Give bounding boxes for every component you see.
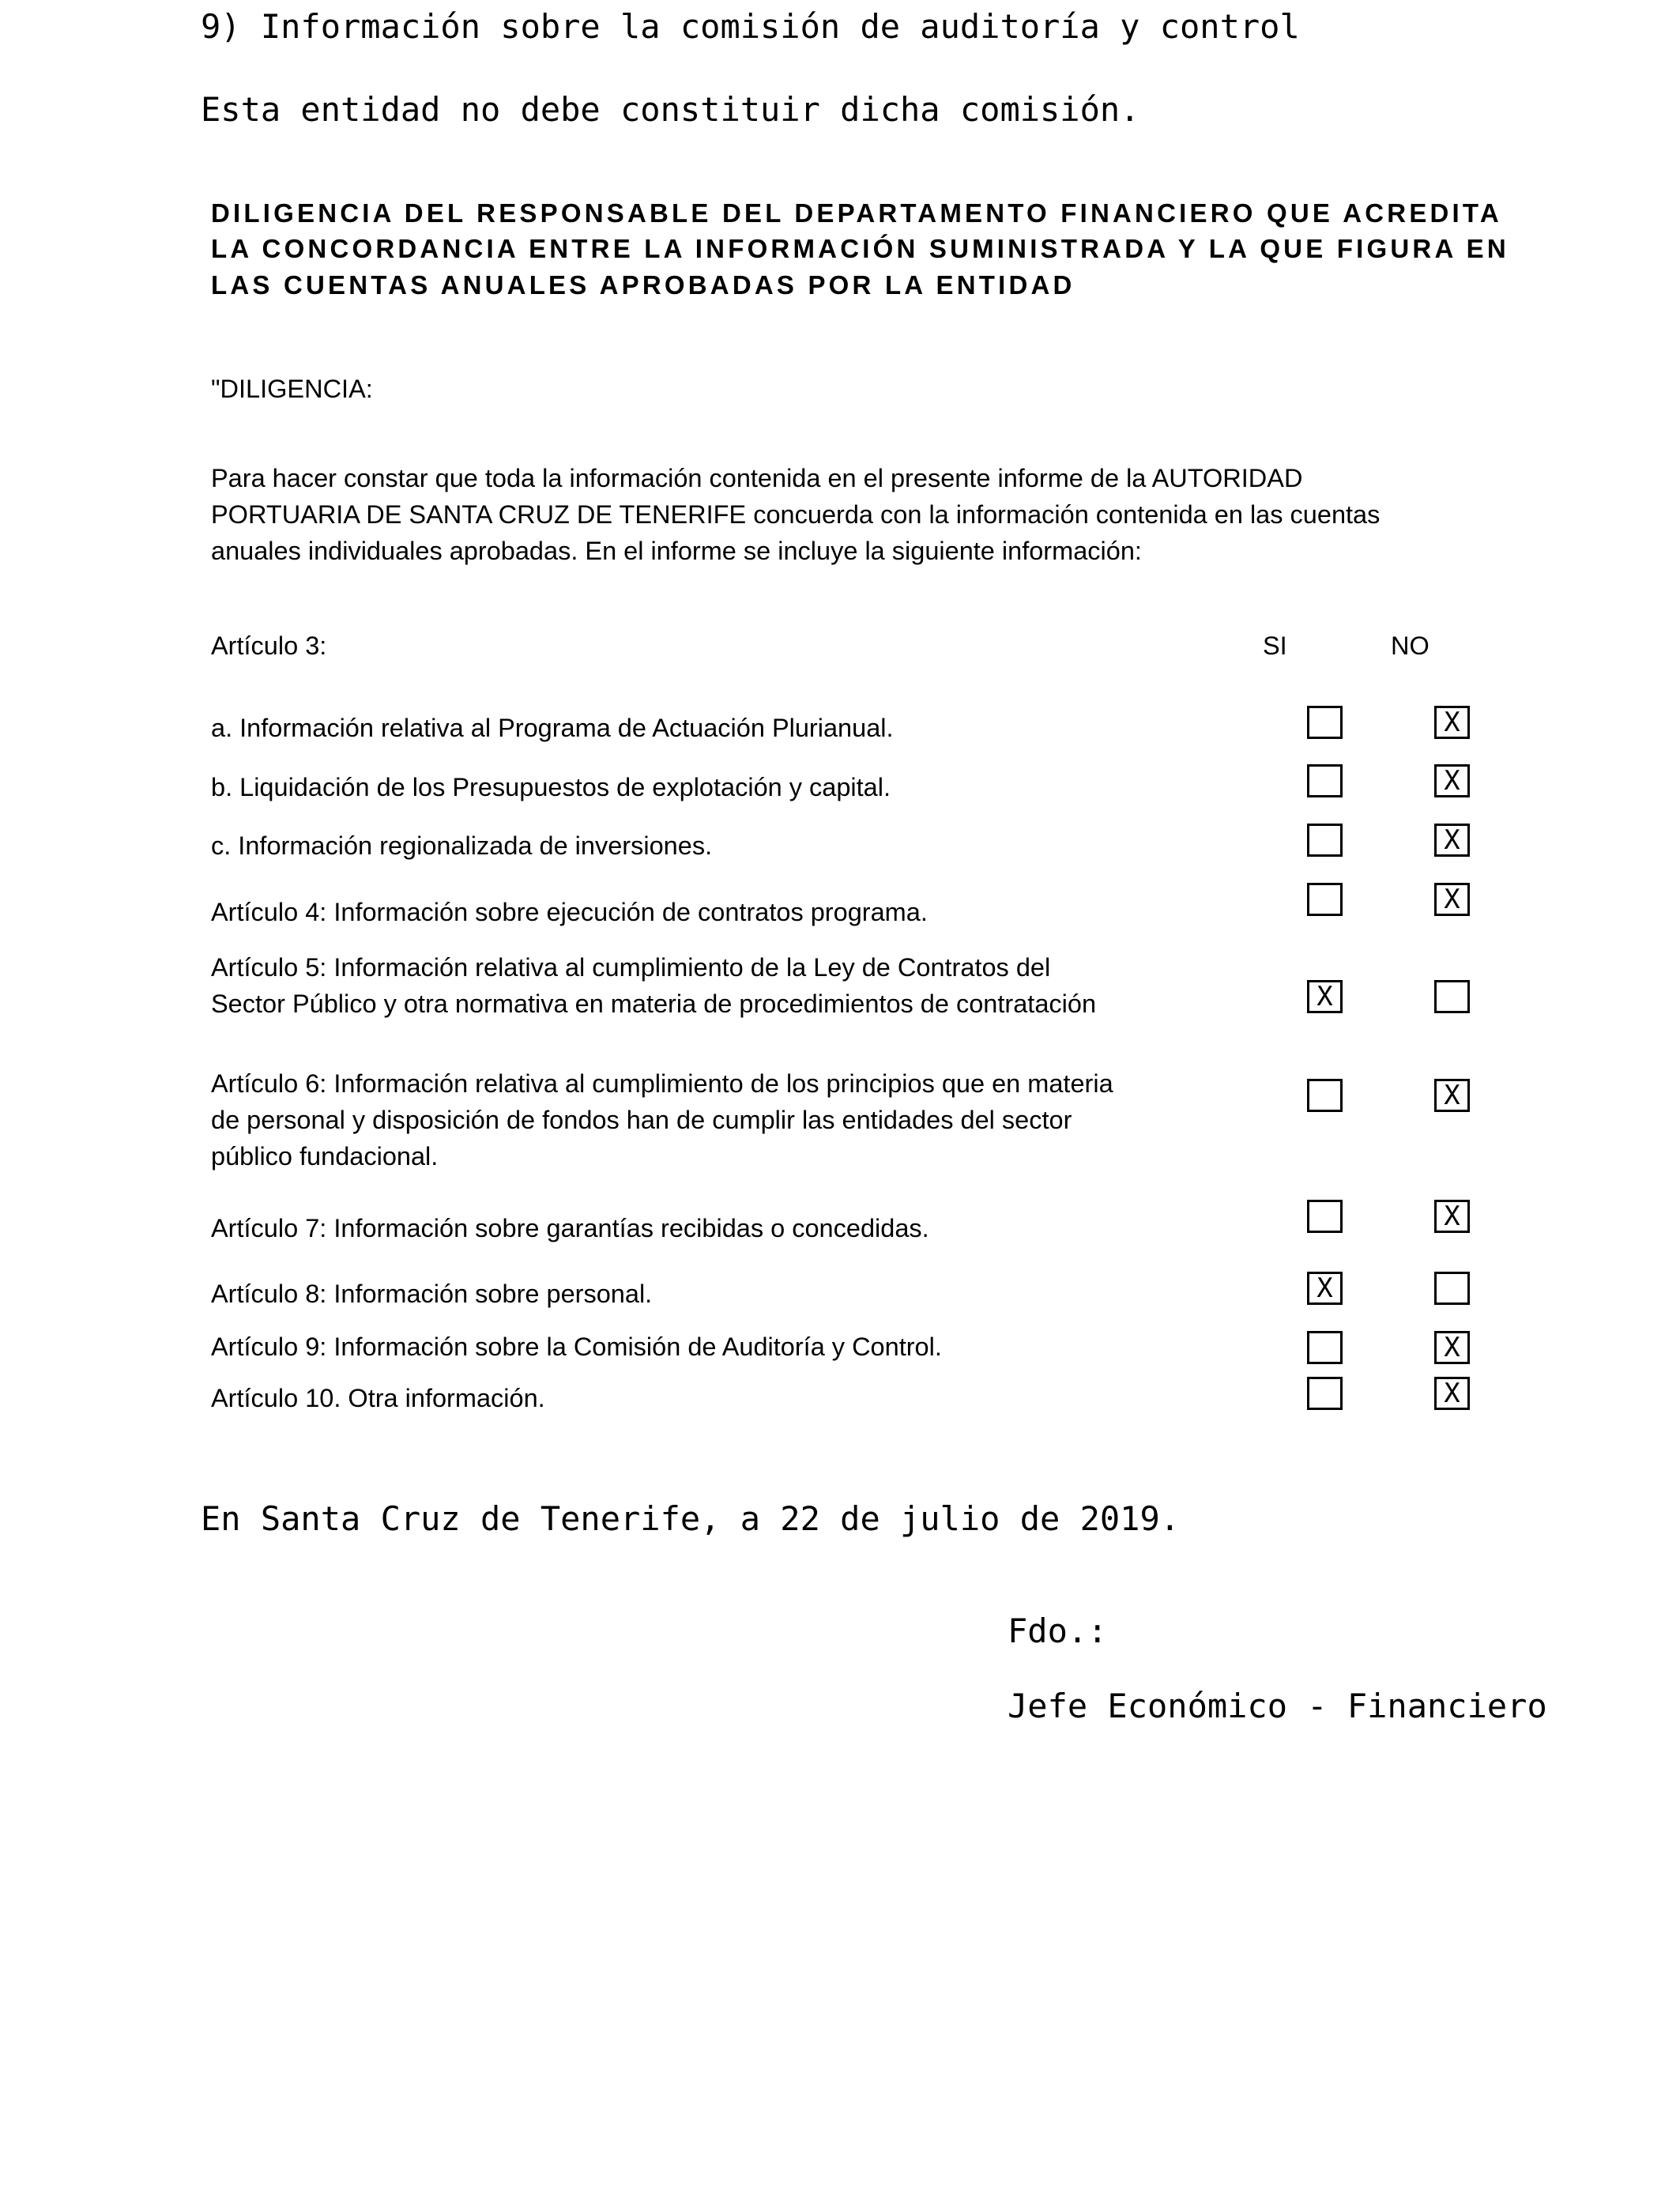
row-text-art5: Artículo 5: Información relativa al cumplimiento de la Ley de Contratos del Sector Público y otra normativa en materia de procedimientos de contratación: [211, 953, 1097, 1018]
row-c-si-checkbox[interactable]: [1307, 824, 1343, 857]
paragraph-line-2: PORTUARIA DE SANTA CRUZ DE TENERIFE concuerda con la información contenida en las cuentas: [211, 500, 1381, 529]
paragraph-line-3: anuales individuales aprobadas. En el informe se incluye la siguiente información:: [211, 537, 1142, 565]
row-art9-no-checkbox[interactable]: [1434, 1331, 1470, 1364]
row-art7-si-checkbox[interactable]: [1307, 1200, 1343, 1233]
row-text-b: b. Liquidación de los Presupuestos de explotación y capital.: [211, 773, 891, 801]
table-header-si: SI: [1263, 631, 1287, 660]
row-text-art6: Artículo 6: Información relativa al cumplimiento de los principios que en materia de personal y disposición de fondos han de cumplir las entidades del sector público fundacional.: [211, 1069, 1113, 1171]
row-b-si-checkbox[interactable]: [1307, 764, 1343, 797]
checkbox-mark: X: [1444, 884, 1460, 915]
row-text-a: a. Información relativa al Programa de Actuación Plurianual.: [211, 714, 894, 742]
row-art4-si-checkbox[interactable]: [1307, 883, 1343, 916]
diligencia-heading-line-1: DILIGENCIA DEL RESPONSABLE DEL DEPARTAMENTO FINANCIERO QUE ACREDITA: [211, 198, 1502, 228]
checkbox-mark: X: [1444, 1332, 1460, 1363]
diligencia-label: "DILIGENCIA:: [211, 375, 373, 403]
checkbox-mark: X: [1444, 1378, 1460, 1409]
row-art7-no-checkbox[interactable]: [1434, 1200, 1470, 1233]
row-art8-no-checkbox[interactable]: [1434, 1272, 1470, 1305]
row-b-no-checkbox[interactable]: [1434, 764, 1470, 797]
section-title: 9) Información sobre la comisión de auditoría y control: [201, 7, 1300, 46]
paragraph-line-1: Para hacer constar que toda la información contenida en el presente informe de la AUTORIDAD: [211, 464, 1303, 492]
row-art5-no-checkbox[interactable]: [1434, 980, 1470, 1013]
row-a-no-checkbox[interactable]: [1434, 706, 1470, 739]
diligencia-heading-line-3: LAS CUENTAS ANUALES APROBADAS POR LA ENTIDAD: [211, 270, 1075, 300]
checkbox-mark: X: [1317, 1272, 1333, 1304]
row-text-c: c. Información regionalizada de inversiones.: [211, 831, 713, 860]
checkbox-mark: X: [1444, 1201, 1460, 1232]
signature-fdo: Fdo.:: [1008, 1612, 1108, 1650]
row-text-art9: Artículo 9: Información sobre la Comisión de Auditoría y Control.: [211, 1333, 942, 1361]
row-art4-no-checkbox[interactable]: [1434, 883, 1470, 916]
row-art10-no-checkbox[interactable]: [1434, 1377, 1470, 1410]
row-art6-si-checkbox[interactable]: [1307, 1079, 1343, 1112]
row-art8-si-checkbox[interactable]: [1307, 1272, 1343, 1305]
row-text-art8: Artículo 8: Información sobre personal.: [211, 1280, 653, 1308]
checkbox-mark: X: [1444, 707, 1460, 738]
row-art10-si-checkbox[interactable]: [1307, 1377, 1343, 1410]
checkbox-mark: X: [1317, 981, 1333, 1012]
row-c-no-checkbox[interactable]: [1434, 824, 1470, 857]
row-text-art4: Artículo 4: Información sobre ejecución de contratos programa.: [211, 898, 928, 926]
table-header-label: Artículo 3:: [211, 631, 327, 660]
row-text-art10: Artículo 10. Otra información.: [211, 1384, 545, 1412]
diligencia-heading-line-2: LA CONCORDANCIA ENTRE LA INFORMACIÓN SUMINISTRADA Y LA QUE FIGURA EN: [211, 234, 1509, 263]
row-art9-si-checkbox[interactable]: [1307, 1331, 1343, 1364]
table-header-no: NO: [1391, 631, 1430, 660]
checkbox-mark: X: [1444, 765, 1460, 797]
section-note: Esta entidad no debe constituir dicha comisión.: [201, 90, 1140, 129]
row-a-si-checkbox[interactable]: [1307, 706, 1343, 739]
signature-role: Jefe Económico - Financiero: [1008, 1687, 1547, 1725]
place-date: En Santa Cruz de Tenerife, a 22 de julio de 2019.: [201, 1499, 1181, 1538]
row-art6-no-checkbox[interactable]: [1434, 1079, 1470, 1112]
checkbox-mark: X: [1444, 824, 1460, 856]
row-text-art7: Artículo 7: Información sobre garantías recibidas o concedidas.: [211, 1214, 929, 1242]
checkbox-mark: X: [1444, 1080, 1460, 1111]
row-art5-si-checkbox[interactable]: [1307, 980, 1343, 1013]
